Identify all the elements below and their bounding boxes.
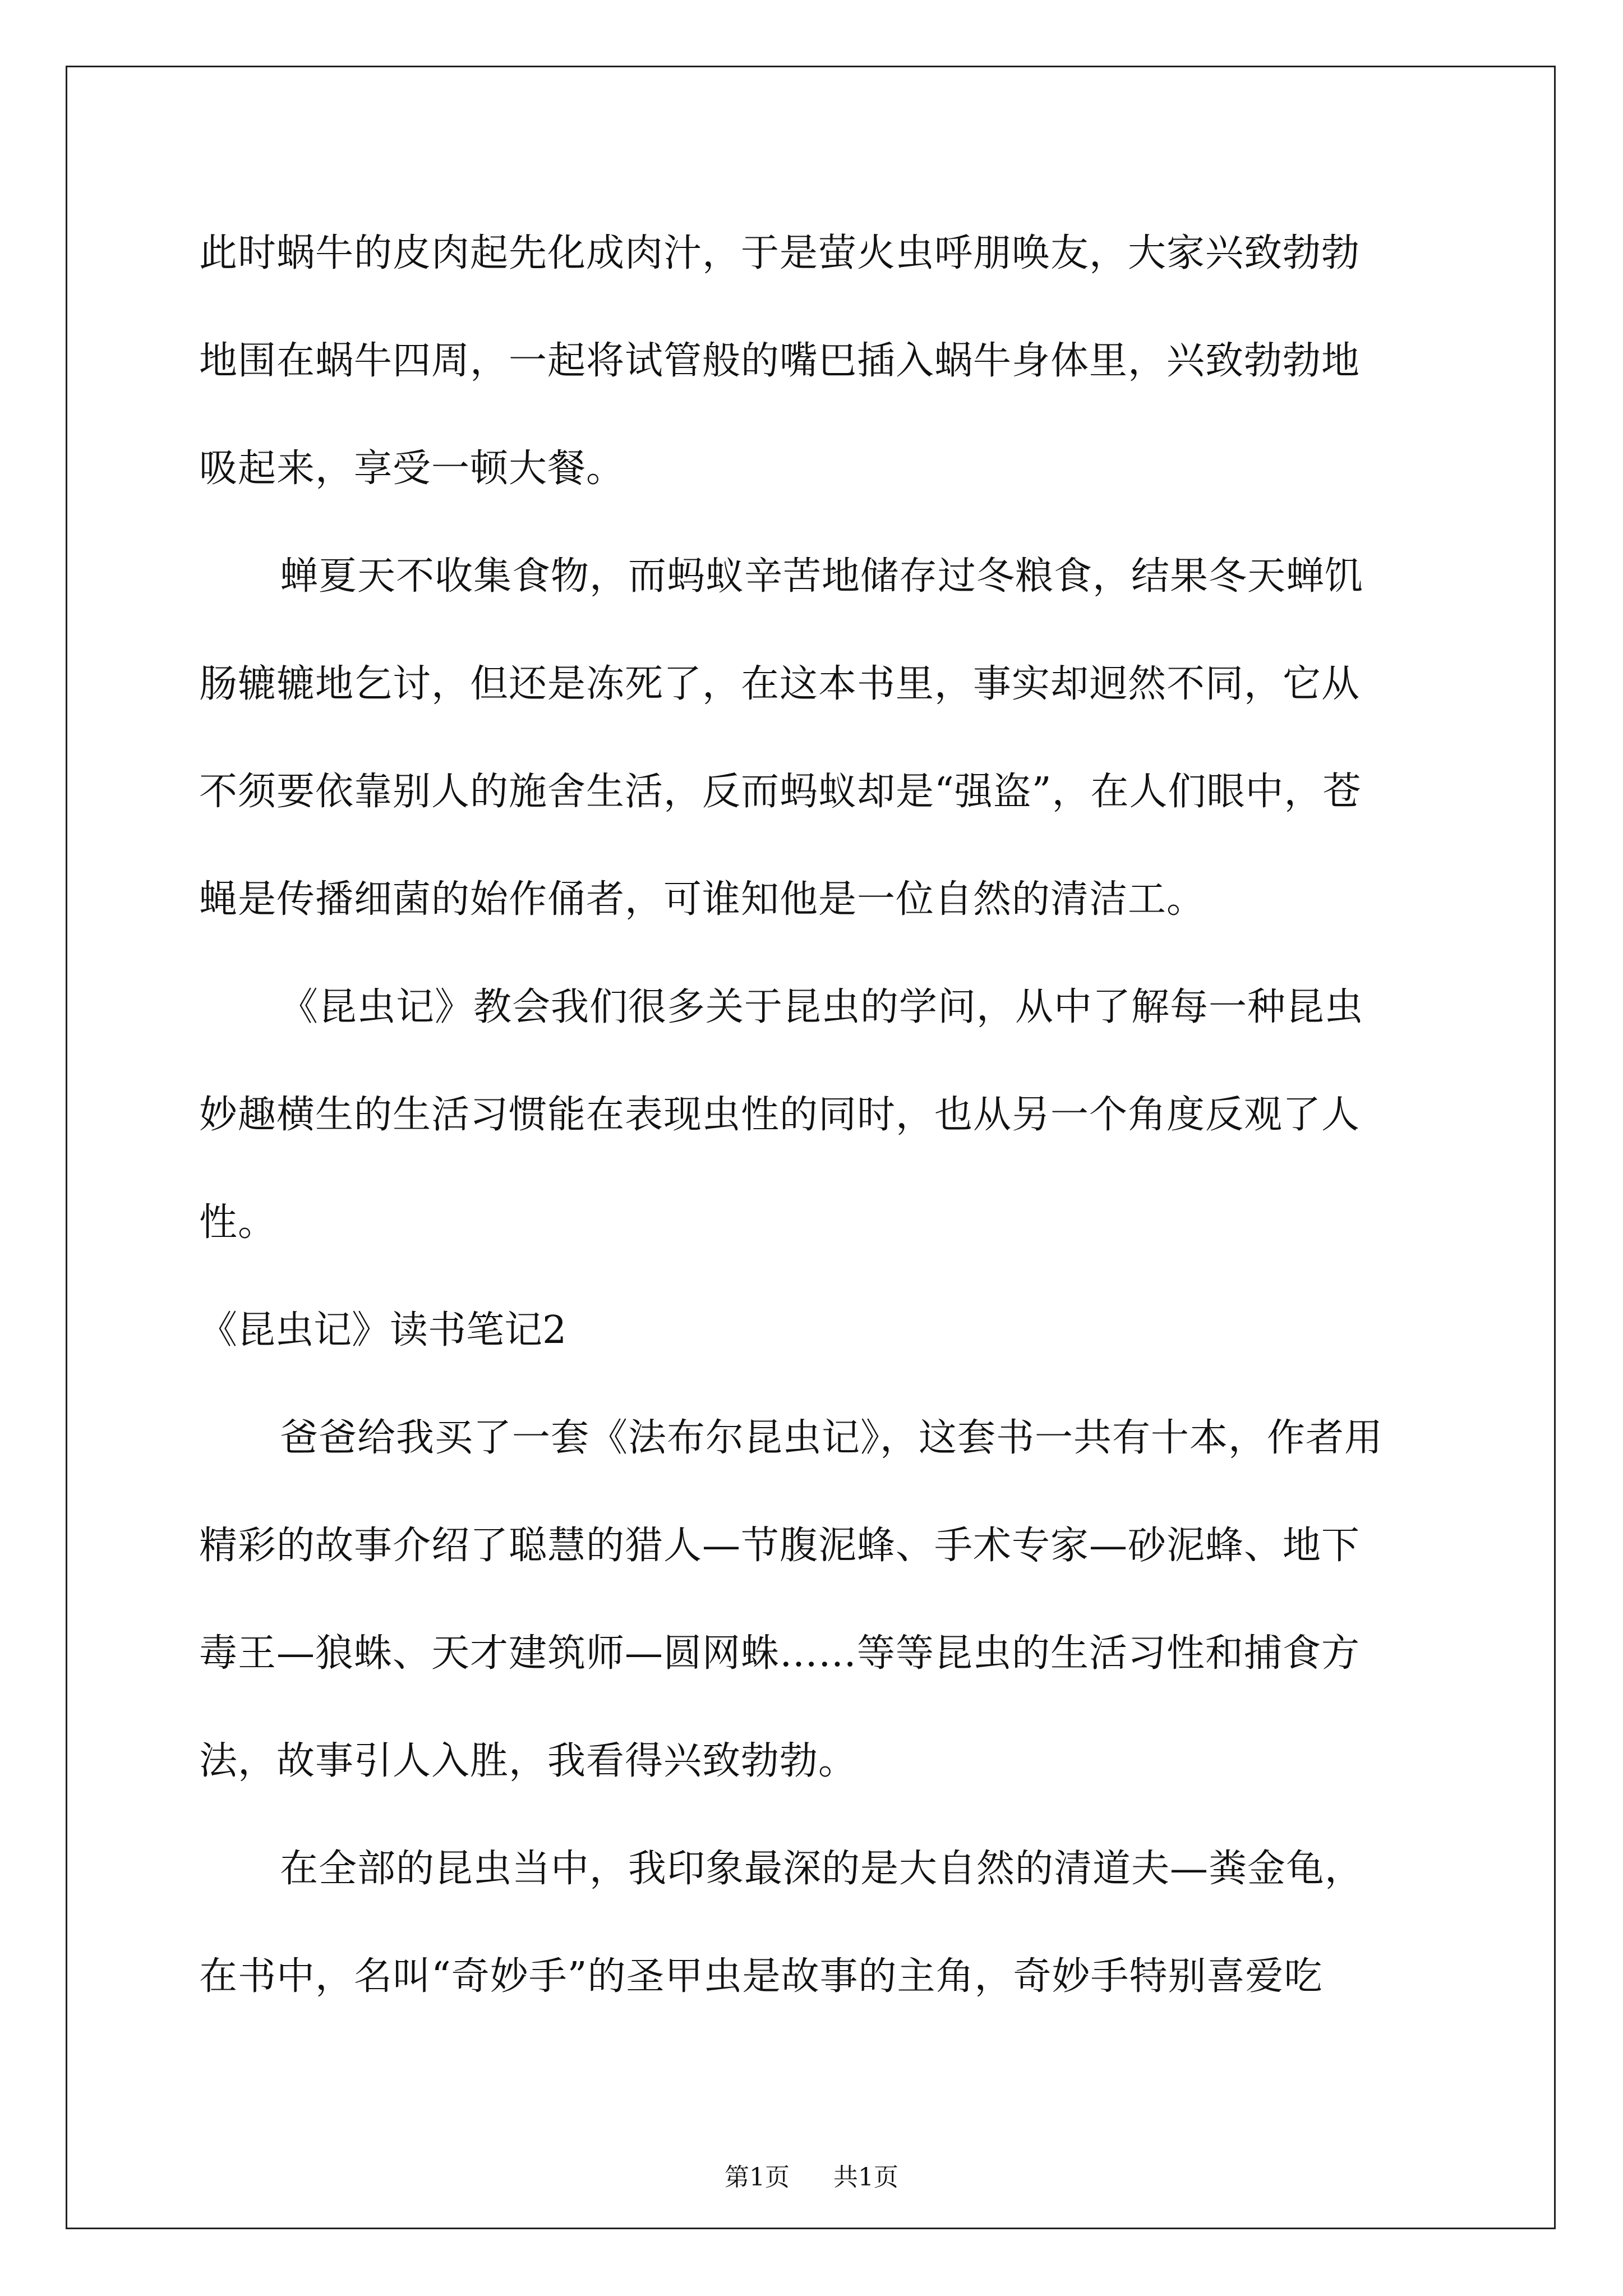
text-line: 肠辘辘地乞讨，但还是冻死了，在这本书里，事实却迥然不同，它从	[199, 662, 1361, 706]
paragraph-1	[199, 200, 1427, 523]
text-line: 蝇是传播细菌的始作俑者，可谁知他是一位自然的清洁工。	[199, 877, 1206, 922]
paragraph-4	[199, 1384, 1427, 1815]
page-total: 共1页	[833, 2163, 898, 2192]
paragraph-3	[199, 954, 1427, 1277]
text-line: 爸爸给我买了一套《法布尔昆虫记》，这套书一共有十本，作者用	[280, 1416, 1384, 1460]
text-line: 毒王—狼蛛、天才建筑师—圆网蛛……等等昆虫的生活习性和捕食方	[199, 1631, 1361, 1676]
text-line: 此时蜗牛的皮肉起先化成肉汁，于是萤火虫呼朋唤友，大家兴致勃勃	[199, 231, 1361, 275]
text-line: 在全部的昆虫当中，我印象最深的是大自然的清道夫—粪金龟，	[280, 1847, 1364, 1891]
text-line: 不须要依靠别人的施舍生活，反而蚂蚁却是“强盗”，在人们眼中，苍	[199, 770, 1362, 814]
paragraph-2	[199, 523, 1427, 954]
text-line: 在书中，名叫“奇妙手”的圣甲虫是故事的主角，奇妙手特别喜爱吃	[199, 1954, 1323, 1999]
text-line: 《昆虫记》教会我们很多关于昆虫的学问，从中了解每一种昆虫	[280, 985, 1364, 1029]
section-heading: 《昆虫记》读书笔记2	[199, 1308, 567, 1352]
page-footer	[0, 2161, 1623, 2194]
text-line: 吸起来，享受一顿大餐。	[199, 447, 625, 491]
text-line: 精彩的故事介绍了聪慧的猎人—节腹泥蜂、手术专家—砂泥蜂、地下	[199, 1524, 1361, 1568]
paragraph-5	[199, 1815, 1427, 2031]
text-line: 蝉夏天不收集食物，而蚂蚁辛苦地储存过冬粮食，结果冬天蝉饥	[280, 554, 1364, 599]
text-line: 地围在蜗牛四周，一起将试管般的嘴巴插入蜗牛身体里，兴致勃勃地	[199, 339, 1361, 383]
text-line: 法，故事引人入胜，我看得兴致勃勃。	[199, 1739, 857, 1783]
text-line: 性。	[199, 1200, 277, 1245]
page-number: 第1页	[725, 2163, 790, 2192]
text-line: 妙趣横生的生活习惯能在表现虫性的同时，也从另一个角度反观了人	[199, 1093, 1361, 1137]
